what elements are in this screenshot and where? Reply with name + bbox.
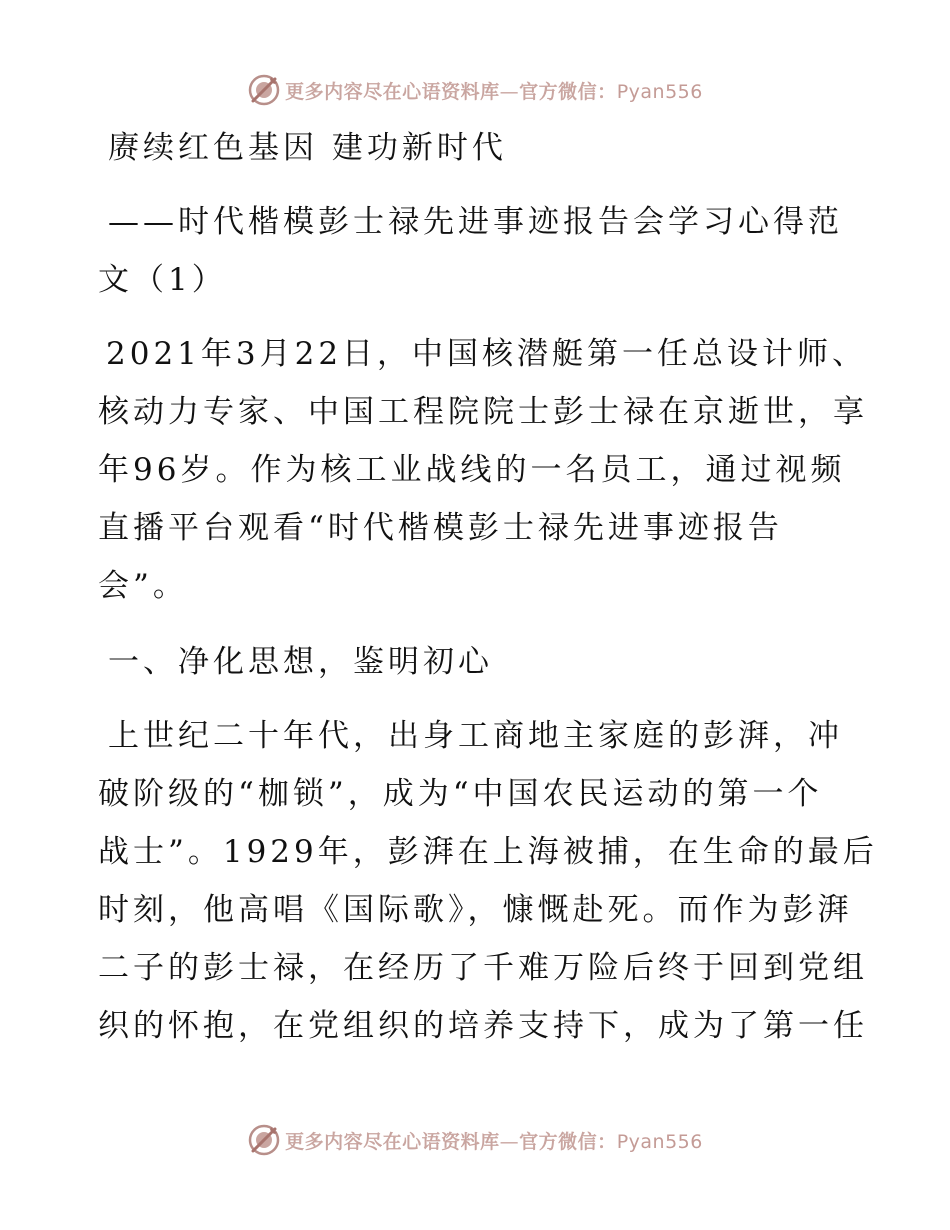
document-subtitle-line-2: 文（1） (98, 262, 227, 298)
paragraph-2-line-3: 战士”。1929年，彭湃在上海被捕，在生命的最后 (98, 834, 878, 870)
watermark-separator: — (499, 80, 520, 103)
watermark-header (0, 70, 950, 110)
paragraph-1-line-2: 核动力专家、中国工程院院士彭士禄在京逝世，享 (98, 394, 868, 430)
watermark-id: Pyan556 (616, 1130, 703, 1153)
paragraph-1-line-1: 2021年3月22日，中国核潜艇第一任总设计师、 (106, 336, 868, 372)
paragraph-2-line-6: 织的怀抱，在党组织的培养支持下，成为了第一任 (98, 1008, 868, 1044)
paragraph-2-line-1: 上世纪二十年代，出身工商地主家庭的彭湃，冲 (108, 718, 843, 754)
watermark-text: 更多内容尽在心语资料库 (285, 1130, 500, 1153)
paragraph-2-line-2: 破阶级的“枷锁”，成为“中国农民运动的第一个 (98, 776, 823, 812)
watermark-text: 更多内容尽在心语资料库 (285, 80, 500, 103)
paragraph-2-line-5: 二子的彭士禄，在经历了千难万险后终于回到党组 (98, 950, 868, 986)
document-title: 赓续红色基因 建功新时代 (108, 130, 507, 166)
watermark-id: Pyan556 (616, 80, 703, 103)
watermark-footer (0, 1120, 950, 1160)
pen-seal-icon (247, 1123, 281, 1157)
pen-seal-icon (247, 73, 281, 107)
watermark-label: 官方微信： (519, 1130, 617, 1153)
watermark-separator: — (499, 1130, 520, 1153)
paragraph-1-line-3: 年96岁。作为核工业战线的一名员工，通过视频 (98, 452, 846, 488)
paragraph-2-line-4: 时刻，他高唱《国际歌》，慷慨赴死。而作为彭湃 (98, 892, 853, 928)
document-subtitle-line-1: ——时代楷模彭士禄先进事迹报告会学习心得范 (108, 204, 843, 240)
paragraph-1-line-4: 直播平台观看“时代楷模彭士禄先进事迹报告 (98, 510, 783, 546)
watermark-label: 官方微信： (519, 80, 617, 103)
paragraph-1-line-5: 会”。 (98, 568, 188, 604)
section-1-heading: 一、净化思想，鉴明初心 (108, 644, 493, 680)
